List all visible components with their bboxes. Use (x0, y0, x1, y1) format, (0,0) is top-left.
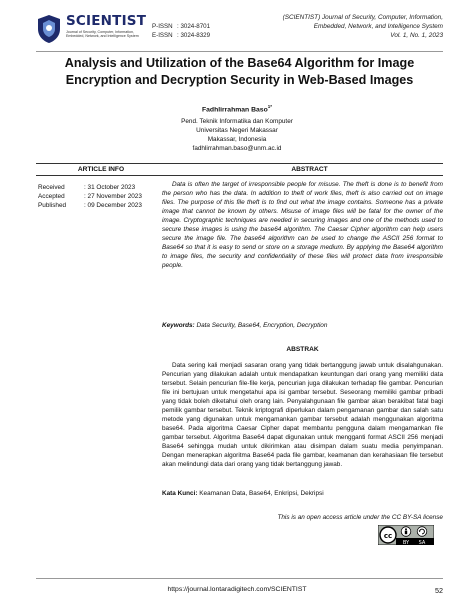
published-label: Published (38, 202, 67, 210)
svg-text:cc: cc (383, 531, 393, 540)
heading-rule-top (36, 163, 443, 164)
author-email[interactable]: fadhlirrahman.baso@unm.ac.id (192, 145, 282, 153)
affiliation-university: Universitas Negeri Makassar (196, 127, 278, 135)
article-info-heading: ARTICLE INFO (77, 165, 125, 173)
page-number: 52 (435, 586, 443, 595)
journal-line-2: Embedded, Network, and Intelligence System (313, 22, 443, 30)
published-row (38, 201, 142, 210)
paper-title: Analysis and Utilization of the Base64 Algorithm for Image Encryption and Decryption Security in Web-Based Images (64, 56, 415, 87)
pissn-value: : 3024-8701 (177, 23, 211, 30)
journal-logo (36, 13, 147, 47)
journal-url[interactable]: https://journal.lontaradigitech.com/SCIENTIST (167, 586, 307, 593)
received-value: : 31 October 2023 (84, 184, 136, 191)
cc-by-sa-badge-icon[interactable] (378, 525, 434, 545)
logo-tagline: Journal of Security, Computer, Information, Embedded, Network, and Intelligence System (66, 30, 139, 39)
open-access-note[interactable]: This is an open access article under the CC BY-SA license (277, 514, 443, 521)
journal-info (253, 14, 443, 40)
abstract-english-text: Data is often the target of irresponsible people for misuse. The theft is done is to benefit from the person who has the data. In addition to theft of work files, theft is also carried out on image files. The purpose of this file theft is to find out what the image contains. Someone has a private image that cannot be known by others. Misuse of image files will be fatal for the owner of the image. Cryptographic techniques are needed in securing images and one of the methods used to secure these images is using the base64 algorithm. The Caesar Cipher algorithm can help users secure the image file. The base64 algorithm can be used to change the ASCII 256 format to Base64 so that it is easy to send or store on a storage medium. By applying the Base64 algorithm to image files, the security and confidentiality of these files will protect data from irresponsible people. (162, 181, 443, 269)
keywords-label: Keywords: (162, 322, 195, 329)
heading-rule-bottom (36, 175, 443, 176)
issn-block (152, 22, 210, 40)
author-name (0, 104, 474, 113)
logo-name: SCIENTIST (66, 13, 147, 29)
received-row (38, 183, 142, 192)
column-headings (36, 163, 443, 176)
author-name-text: Fadhlirrahman Baso (202, 106, 268, 114)
keywords-indonesian (162, 490, 443, 497)
journal-line-3: Vol. 1, No. 1, 2023 (390, 31, 443, 39)
affiliation-city: Makassar, Indonesia (207, 136, 267, 144)
pissn-label: P-ISSN (152, 23, 173, 30)
published-value: : 09 December 2023 (84, 202, 142, 210)
author-superscript: 1* (267, 104, 272, 109)
kata-kunci-label: Kata Kunci: (162, 490, 198, 497)
abstract-indonesian-text: Data sering kali menjadi sasaran orang yang tidak bertanggung jawab untuk disalahgunakan. Pencurian yang dilakukan adalah untuk mendapatkan keuntungan dari orang yang memiliki data tersebut. Selain pencurian file-file kerja, pencurian juga dilakukan terhadap file gambar. Pencurian file ini bertujuan untuk mengetahui apa isi gambar tersebut. Seseorang memiliki gambar pribadi yang tidak boleh diketahui oleh orang lain. Penyalahgunaan file gambar akan berakibat fatal bagi pemilik gambar tersebut. Teknik kriptografi diperlukan dalam pengamanan gambar dan salah satu metode yang digunakan untuk mengamankan gambar tersebut adalah menggunakan algoritma base64. Pada algoritma Caesar Cipher dapat membantu pengguna dalam mengamankan file gambar tersebut. Algoritma Base64 dapat digunakan untuk mengganti format ASCII 256 menjadi Base64 sehingga mudah untuk dikirimkan atau disimpan dalam suatu media penyimpanan. Dengan menerapkan algoritma Base64 pada file gambar, keamanan dan kerahasiaan file tersebut akan melindungi data dari orang yang tidak bertanggung jawab. (162, 362, 443, 468)
eissn-value: : 3024-8329 (177, 32, 211, 39)
journal-line-1: (SCIENTIST) Journal of Security, Computer, Information, (282, 14, 443, 21)
keywords-list: Data Security, Base64, Encryption, Decryption (194, 322, 328, 329)
article-dates (38, 183, 142, 211)
cc-by-label: BY (402, 539, 410, 545)
cc-sa-label: SA (418, 539, 426, 545)
eissn-label: E-ISSN (152, 32, 173, 39)
affiliation-department: Pend. Teknik Informatika dan Komputer (181, 118, 293, 125)
keywords-english (162, 322, 443, 329)
abstract-heading: ABSTRACT (291, 165, 328, 173)
shield-logo-icon (36, 14, 62, 44)
received-label: Received (38, 184, 65, 191)
accepted-value: : 27 November 2023 (84, 193, 142, 201)
author-affiliation (0, 117, 474, 153)
accepted-label: Accepted (38, 193, 65, 201)
kata-kunci-list: Keamanan Data, Base64, Enkripsi, Dekripsi (197, 490, 324, 497)
footer-divider (36, 578, 443, 579)
accepted-row (38, 192, 142, 201)
header-divider (36, 51, 443, 52)
abstrak-heading: ABSTRAK (286, 346, 319, 353)
